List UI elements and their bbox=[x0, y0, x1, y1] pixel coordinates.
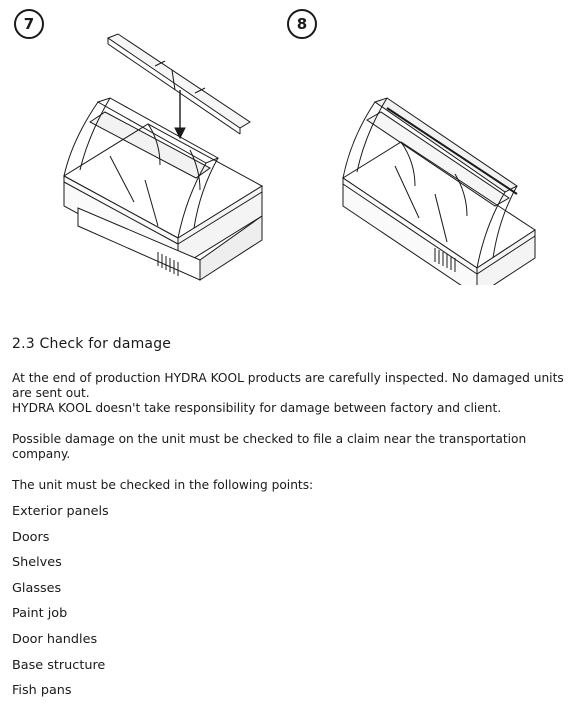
list-item: Fish pans bbox=[12, 683, 72, 699]
display-case-body bbox=[64, 98, 262, 280]
list-item: Exterior panels bbox=[12, 504, 109, 519]
claim-paragraph: Possible damage on the unit must be checked to file a claim near the transportation company. bbox=[12, 432, 527, 461]
checkpoint-list bbox=[12, 503, 109, 708]
list-item: Base structure bbox=[12, 657, 106, 673]
checkpoints-intro: The unit must be checked in the following points: bbox=[12, 478, 314, 492]
inspection-paragraph bbox=[12, 371, 564, 416]
list-item: Doors bbox=[12, 529, 50, 545]
responsibility-sentence: HYDRA KOOL doesn't take responsibility for damage between factory and client. bbox=[12, 401, 502, 415]
list-item: Paint job bbox=[12, 606, 68, 622]
glass-top-panel bbox=[108, 34, 250, 134]
step-number-badge: 8 bbox=[287, 9, 317, 39]
section-heading: 2.3 Check for damage bbox=[12, 336, 172, 352]
list-item: Shelves bbox=[12, 555, 62, 571]
inspection-sentence: At the end of production HYDRA KOOL products are carefully inspected. No damaged units are sent out. bbox=[12, 371, 564, 400]
list-item: Glasses bbox=[12, 580, 62, 596]
list-item: Door handles bbox=[12, 631, 98, 647]
display-case-illustration-step-7 bbox=[50, 30, 275, 285]
step-number-badge: 7 bbox=[14, 9, 44, 39]
display-case-illustration-step-8 bbox=[335, 90, 545, 285]
display-case-body bbox=[343, 98, 535, 285]
insert-arrow bbox=[175, 90, 185, 138]
